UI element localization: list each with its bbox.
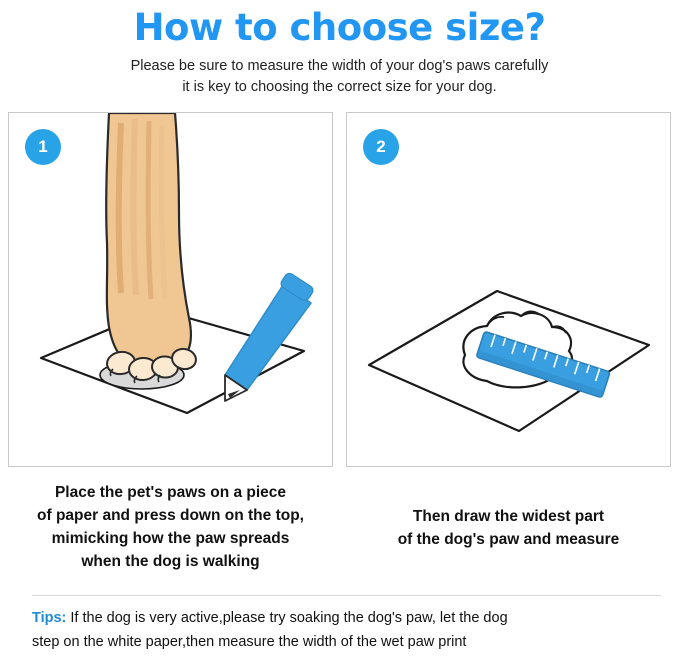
infographic-page xyxy=(0,6,679,662)
step-1-panel xyxy=(8,112,333,467)
step-2-panel xyxy=(346,112,671,467)
page-title: How to choose size? xyxy=(133,6,546,49)
subtitle-line-2: it is key to choosing the correct size for your dog. xyxy=(182,79,497,95)
step-2-illustration xyxy=(347,113,671,467)
page-subtitle xyxy=(30,56,649,98)
tips-line-1: If the dog is very active,please try soaking the dog's paw, let the dog xyxy=(66,610,508,626)
caption-line: Place the pet's paws on a piece xyxy=(54,484,287,501)
caption-line: of the dog's paw and measure xyxy=(397,531,620,548)
step-2-caption xyxy=(346,481,671,573)
step-1-caption xyxy=(8,481,333,573)
caption-line: when the dog is walking xyxy=(81,553,260,570)
tips-divider xyxy=(32,595,661,596)
tips-label: Tips: xyxy=(32,610,67,626)
subtitle-line-1: Please be sure to measure the width of your dog's paws carefully xyxy=(130,58,549,74)
tips-block xyxy=(32,606,661,654)
caption-line: Then draw the widest part xyxy=(412,508,605,525)
step-1-illustration xyxy=(9,113,333,467)
tips-line-2: step on the white paper,then measure the width of the wet paw print xyxy=(32,634,467,650)
step-captions xyxy=(8,481,671,573)
step-1-badge: 1 xyxy=(25,129,61,165)
caption-line: of paper and press down on the top, xyxy=(37,507,304,524)
steps-panels xyxy=(8,112,671,467)
step-2-badge: 2 xyxy=(363,129,399,165)
caption-line: mimicking how the paw spreads xyxy=(51,530,290,547)
